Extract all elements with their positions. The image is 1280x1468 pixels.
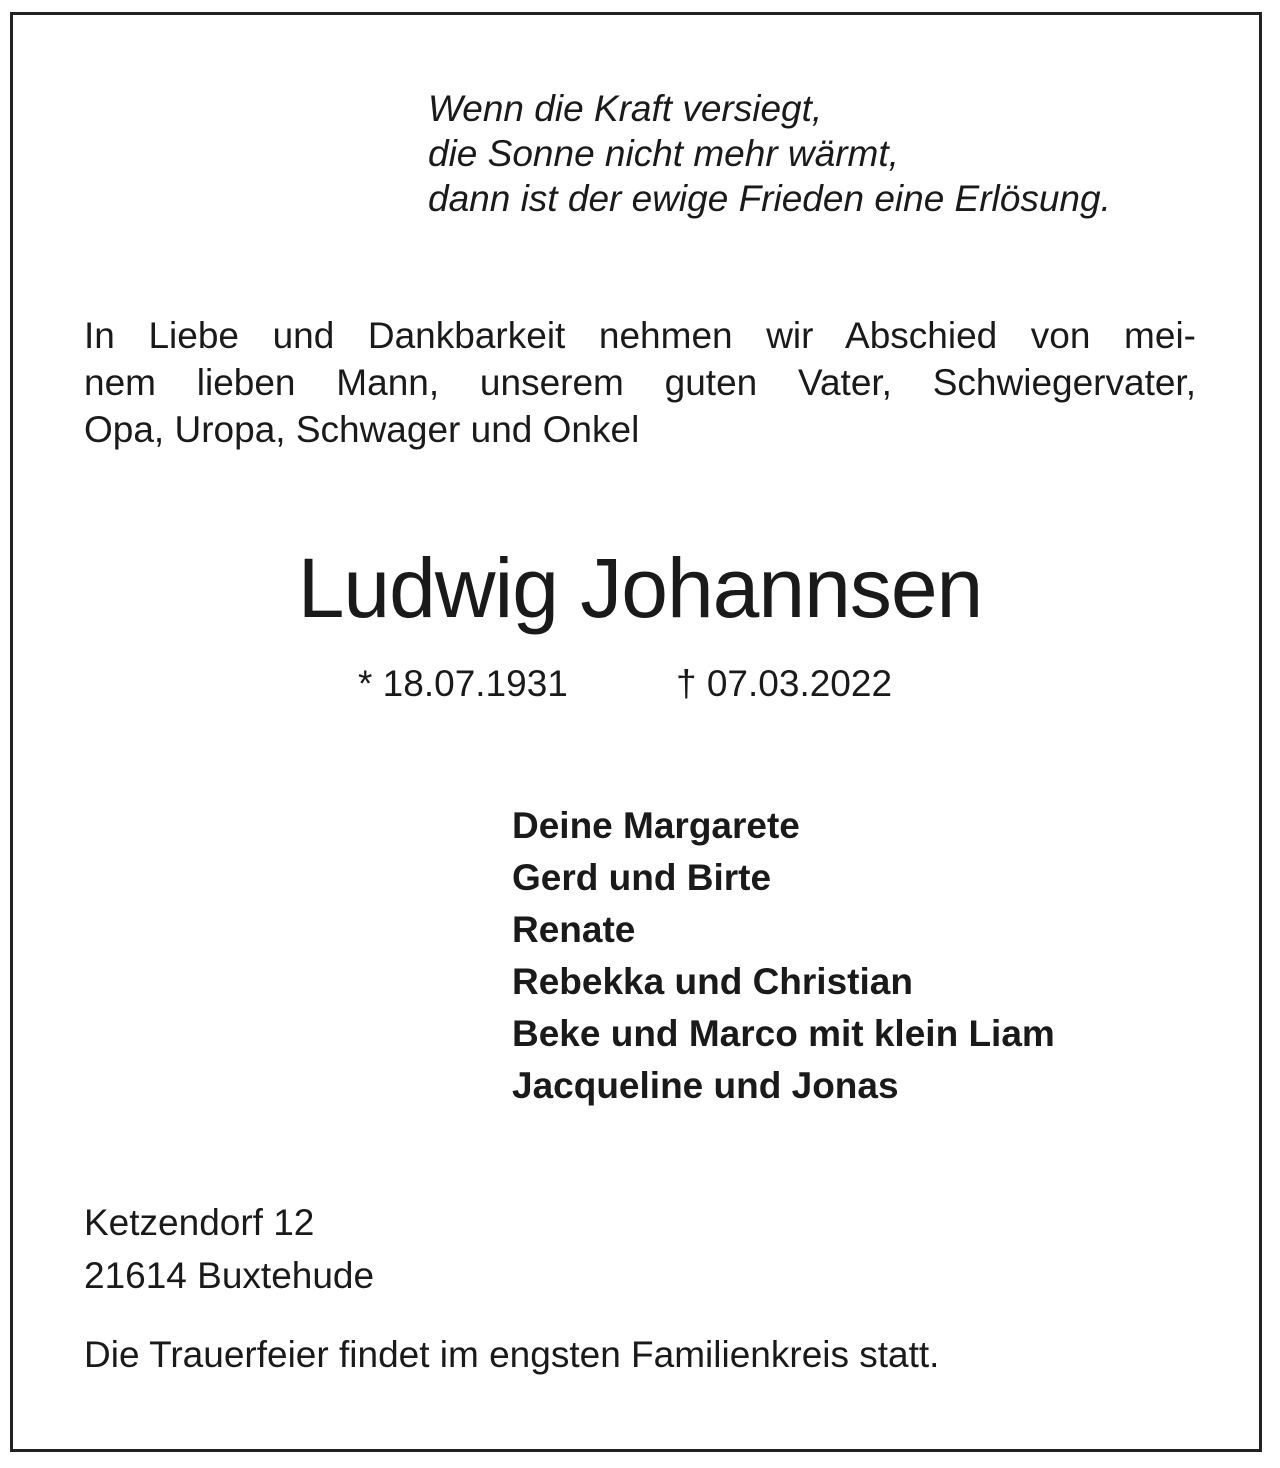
family-member: Jacqueline und Jonas	[512, 1065, 899, 1106]
intro-line: Opa, Uropa, Schwager und Onkel	[84, 409, 640, 450]
intro-line: In Liebe und Dankbarkeit nehmen wir Abschied von mei-	[84, 315, 1196, 356]
funeral-note: Die Trauerfeier findet im engsten Familienkreis statt.	[84, 1334, 940, 1375]
address-street: Ketzendorf 12	[84, 1202, 315, 1243]
quote-line: die Sonne nicht mehr wärmt,	[428, 133, 899, 174]
death-date: † 07.03.2022	[676, 663, 893, 704]
family-member: Beke und Marco mit klein Liam	[512, 1013, 1055, 1054]
family-member: Renate	[512, 909, 636, 950]
birth-date: * 18.07.1931	[358, 663, 568, 704]
family-member: Gerd und Birte	[512, 857, 772, 898]
memorial-quote	[428, 86, 1111, 221]
family-signatures	[512, 800, 1055, 1112]
address-block	[84, 1196, 374, 1302]
intro-line: nem lieben Mann, unserem guten Vater, Schwiegervater,	[84, 362, 1196, 403]
family-member: Deine Margarete	[512, 805, 800, 846]
intro-text	[84, 312, 1196, 453]
address-city: 21614 Buxtehude	[84, 1255, 375, 1296]
deceased-name: Ludwig Johannsen	[297, 541, 983, 635]
quote-line: Wenn die Kraft versiegt,	[428, 88, 823, 129]
family-member: Rebekka und Christian	[512, 961, 913, 1002]
quote-line: dann ist der ewige Frieden eine Erlösung.	[428, 178, 1111, 219]
